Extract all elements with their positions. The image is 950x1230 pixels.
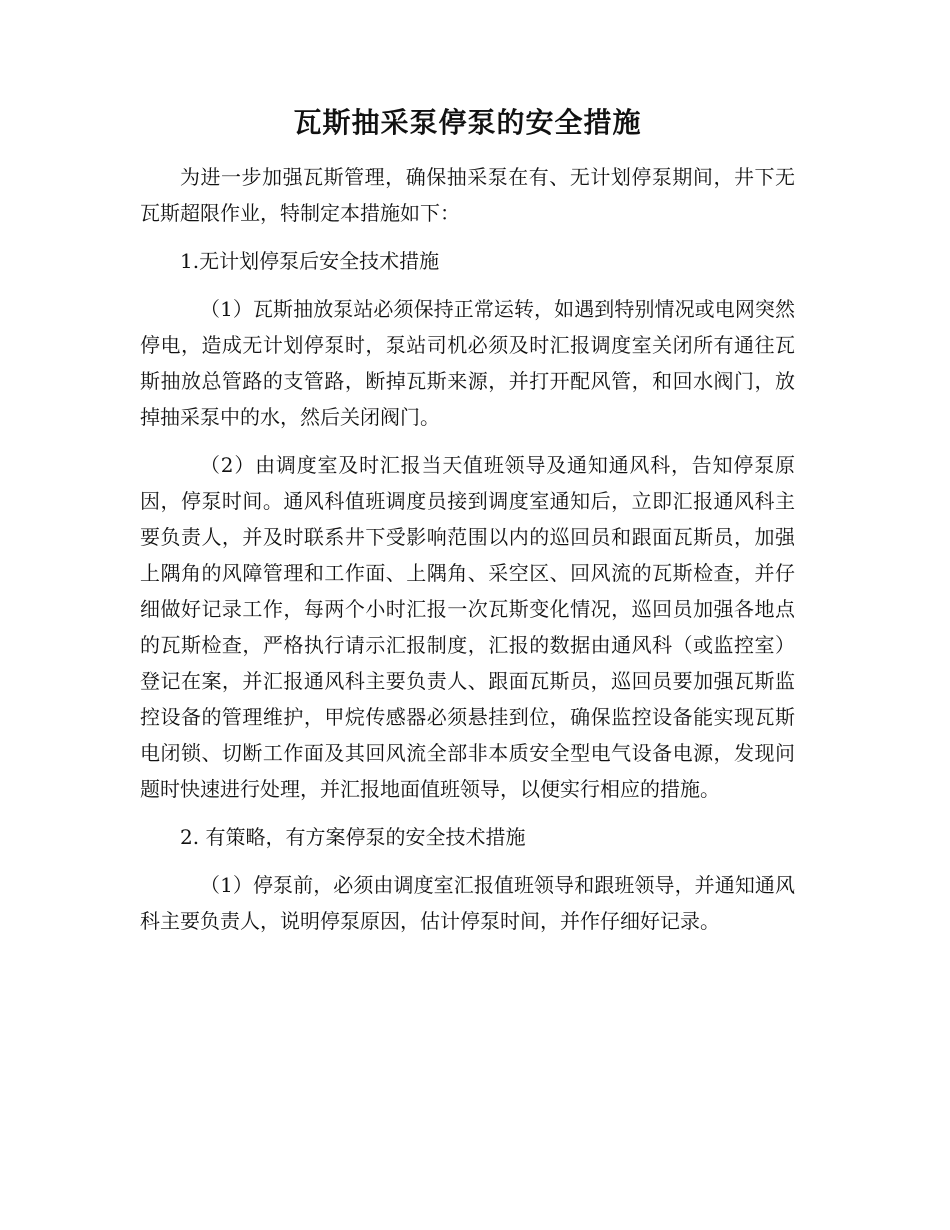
intro-paragraph: 为进一步加强瓦斯管理，确保抽采泵在有、无计划停泵期间，井下无瓦斯超限作业，特制定本措施如下： (140, 165, 795, 225)
section-1-heading: 1.无计划停泵后安全技术措施 (180, 249, 440, 273)
document-title: 瓦斯抽采泵停泵的安全措施 (293, 106, 642, 139)
document-page (140, 103, 795, 951)
section-2-heading: 2. 有策略，有方案停泵的安全技术措施 (180, 825, 526, 849)
section-1-item-2: （2）由调度室及时汇报当天值班领导及通知通风科，告知停泵原因，停泵时间。通风科值班调度员接到调度室通知后，立即汇报通风科主要负责人，并及时联系井下受影响范围以内的巡回员和跟面瓦斯员，加强上隅角的风障管理和工作面、上隅角、采空区、回风流的瓦斯检查，并仔细做好记录工作，每两个小时汇报一次瓦斯变化情况，巡回员加强各地点的瓦斯检查，严格执行请示汇报制度，汇报的数据由通风科（或监控室）登记在案，并汇报通风科主要负责人、跟面瓦斯员，巡回员要加强瓦斯监控设备的管理维护，甲烷传感器必须悬挂到位，确保监控设备能实现瓦斯电闭锁、切断工作面及其回风流全部非本质安全型电气设备电源，发现问题时快速进行处理，并汇报地面值班领导，以便实行相应的措施。 (140, 453, 795, 801)
section-1-item-1: （1）瓦斯抽放泵站必须保持正常运转，如遇到特别情况或电网突然停电，造成无计划停泵时，泵站司机必须及时汇报调度室关闭所有通往瓦斯抽放总管路的支管路，断掉瓦斯来源，并打开配风管，和回水阀门，放掉抽采泵中的水，然后关闭阀门。 (140, 297, 795, 429)
section-2-item-1: （1）停泵前，必须由调度室汇报值班领导和跟班领导，并通知通风科主要负责人，说明停泵原因，估计停泵时间，并作仔细好记录。 (140, 873, 795, 933)
